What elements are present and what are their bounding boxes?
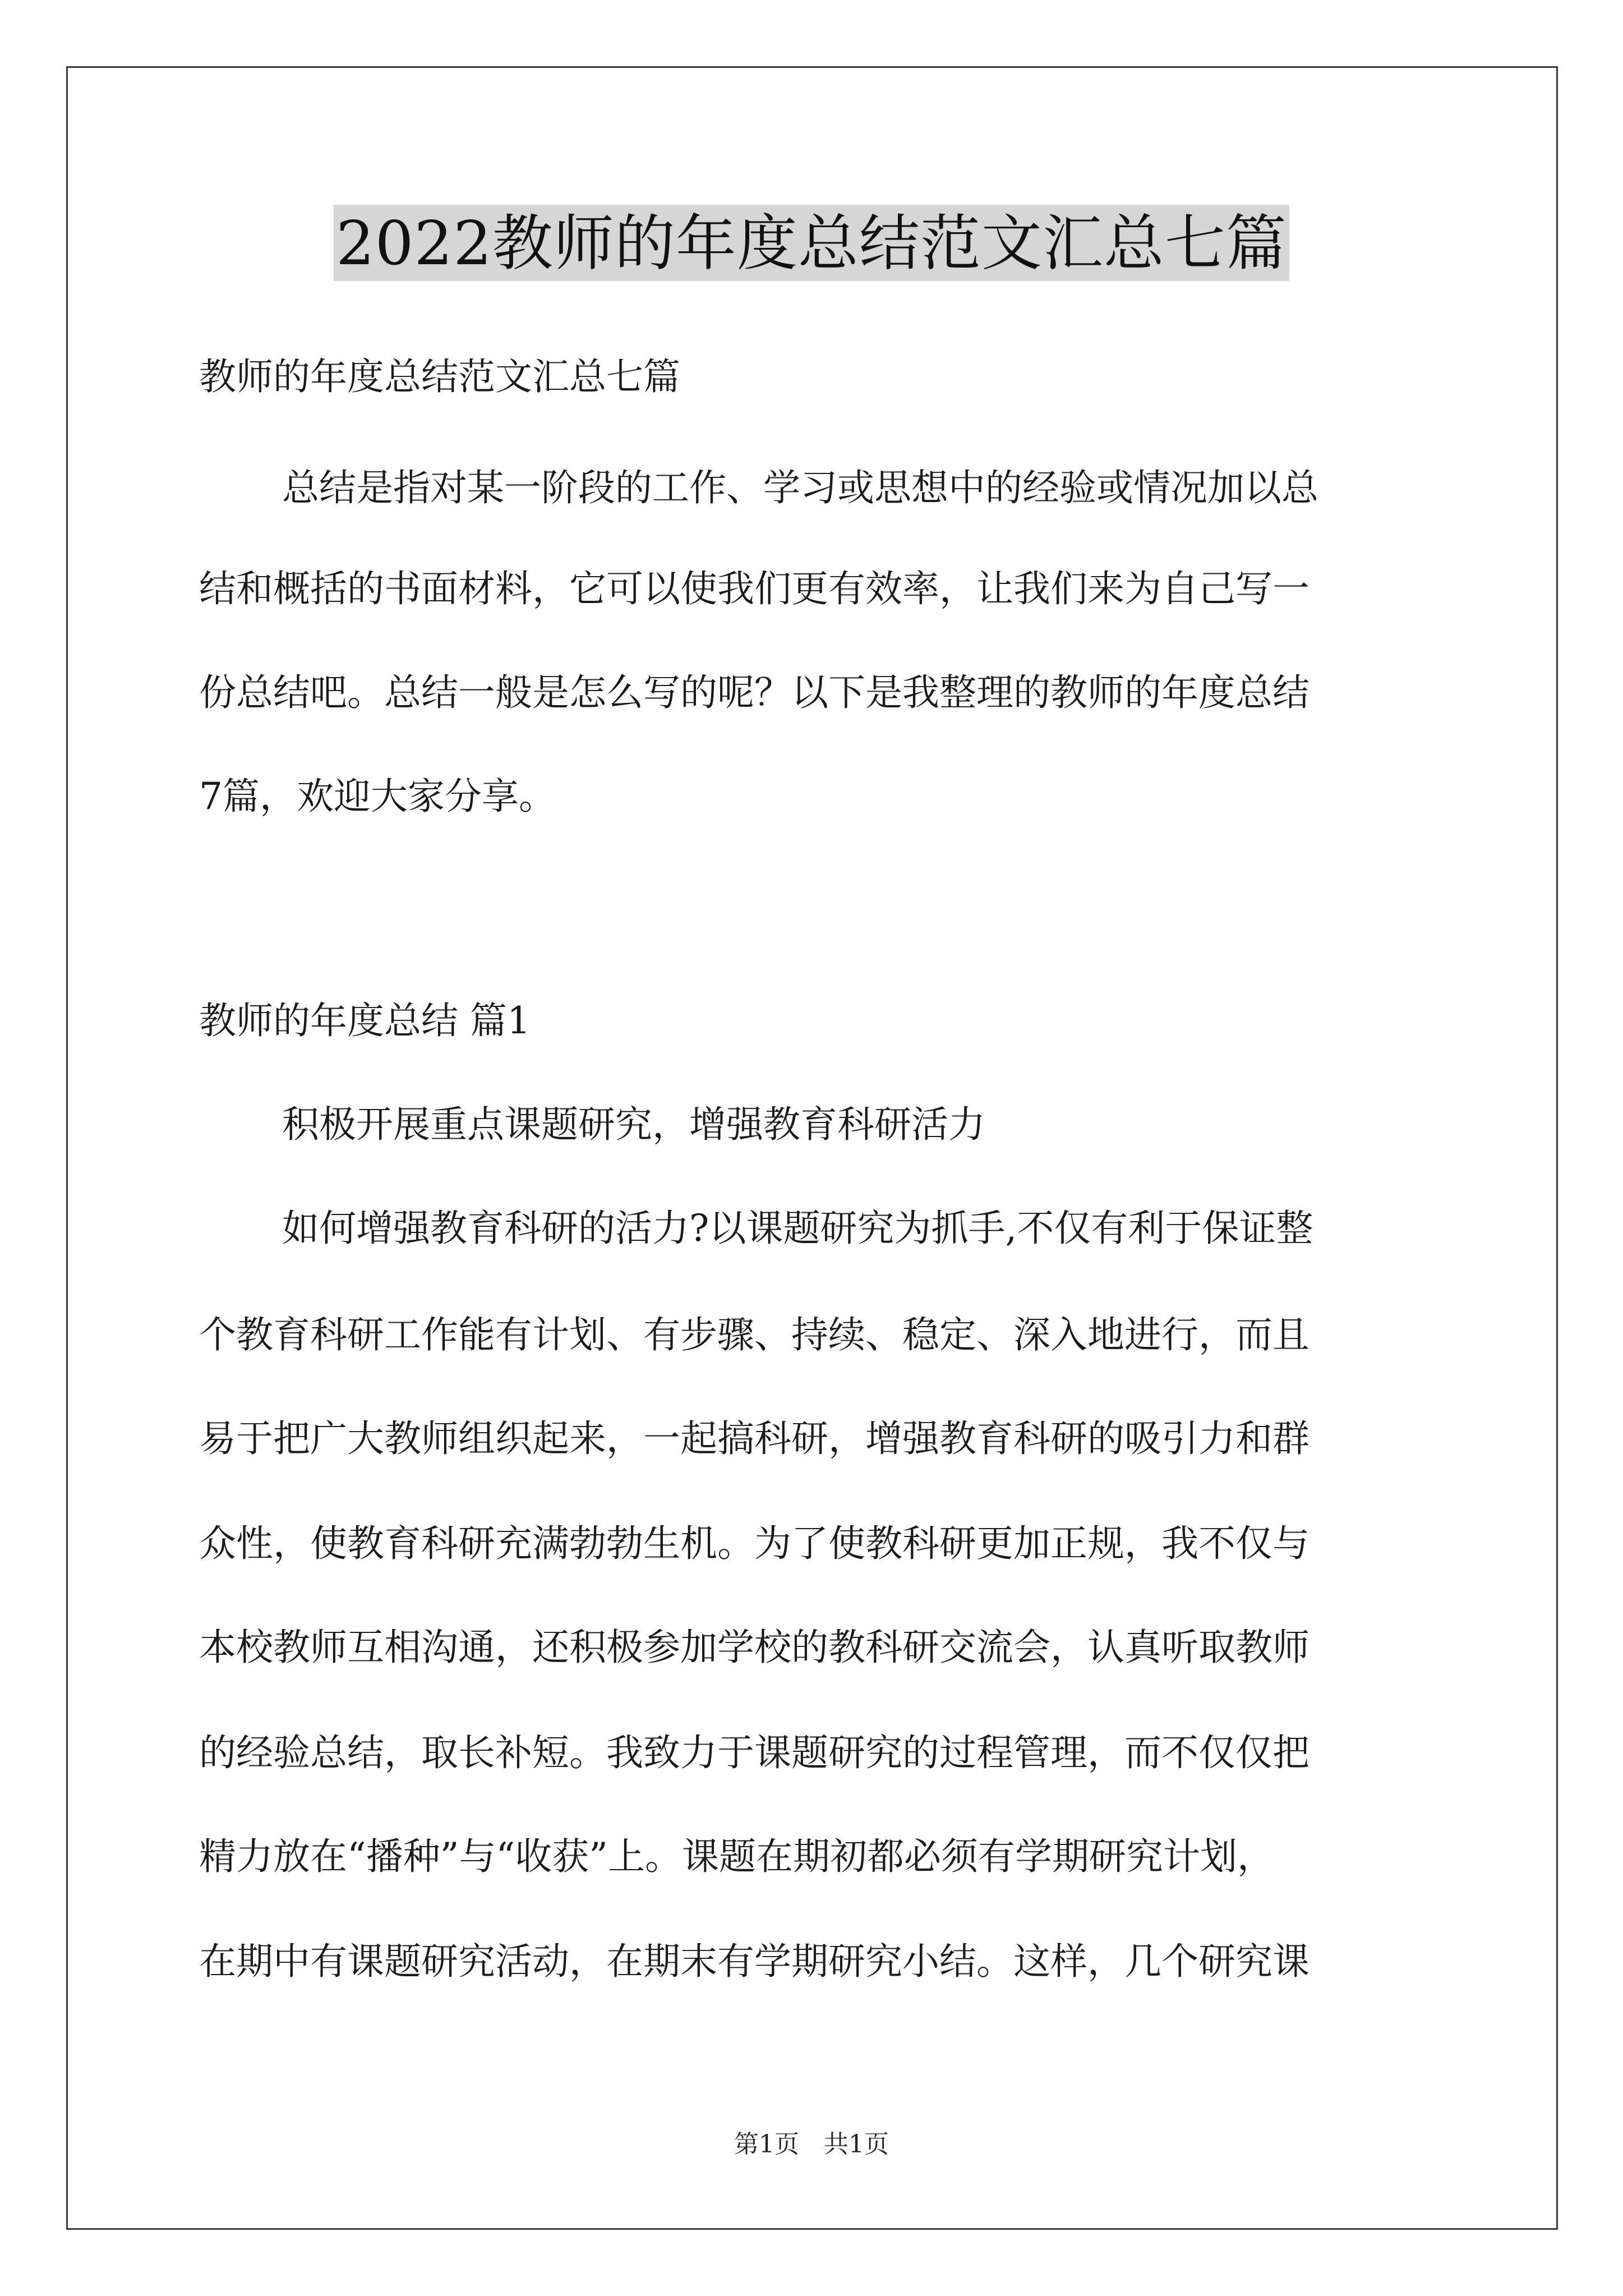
paragraph-line: 精力放在“播种”与“收获”上。课题在期初都必须有学期研究计划，: [199, 1835, 1274, 1878]
paragraph-line: 如何增强教育科研的活力?以课题研究为抓手,不仅有利于保证整: [282, 1207, 1313, 1250]
paragraph-line: 结和概括的书面材料，它可以使我们更有效率，让我们来为自己写一: [199, 567, 1310, 610]
paragraph-line: 本校教师互相沟通，还积极参加学校的教科研交流会，认真听取教师: [199, 1626, 1310, 1669]
section-heading: 教师的年度总结 篇1: [199, 999, 531, 1042]
paragraph-line: 份总结吧。总结一般是怎么写的呢？以下是我整理的教师的年度总结: [199, 671, 1310, 714]
paragraph-line: 7篇，欢迎大家分享。: [199, 775, 556, 818]
paragraph-line: 个教育科研工作能有计划、有步骤、持续、稳定、深入地进行，而且: [199, 1313, 1310, 1356]
page-footer: 第1页 共1页: [734, 2130, 889, 2159]
paragraph-line: 的经验总结，取长补短。我致力于课题研究的过程管理，而不仅仅把: [199, 1731, 1310, 1774]
document-title: 2022教师的年度总结范文汇总七篇: [334, 205, 1289, 281]
title-container: [0, 205, 1623, 281]
paragraph-line: 在期中有课题研究活动，在期末有学期研究小结。这样，几个研究课: [199, 1940, 1310, 1983]
section-subheading: 积极开展重点课题研究，增强教育科研活力: [282, 1103, 985, 1146]
paragraph-line: 易于把广大教师组织起来，一起搞科研，增强教育科研的吸引力和群: [199, 1417, 1310, 1460]
paragraph-line: 众性，使教育科研充满勃勃生机。为了使教科研更加正规，我不仅与: [199, 1522, 1310, 1565]
subtitle-line: 教师的年度总结范文汇总七篇: [199, 355, 680, 398]
paragraph-line: 总结是指对某一阶段的工作、学习或思想中的经验或情况加以总: [282, 466, 1318, 509]
